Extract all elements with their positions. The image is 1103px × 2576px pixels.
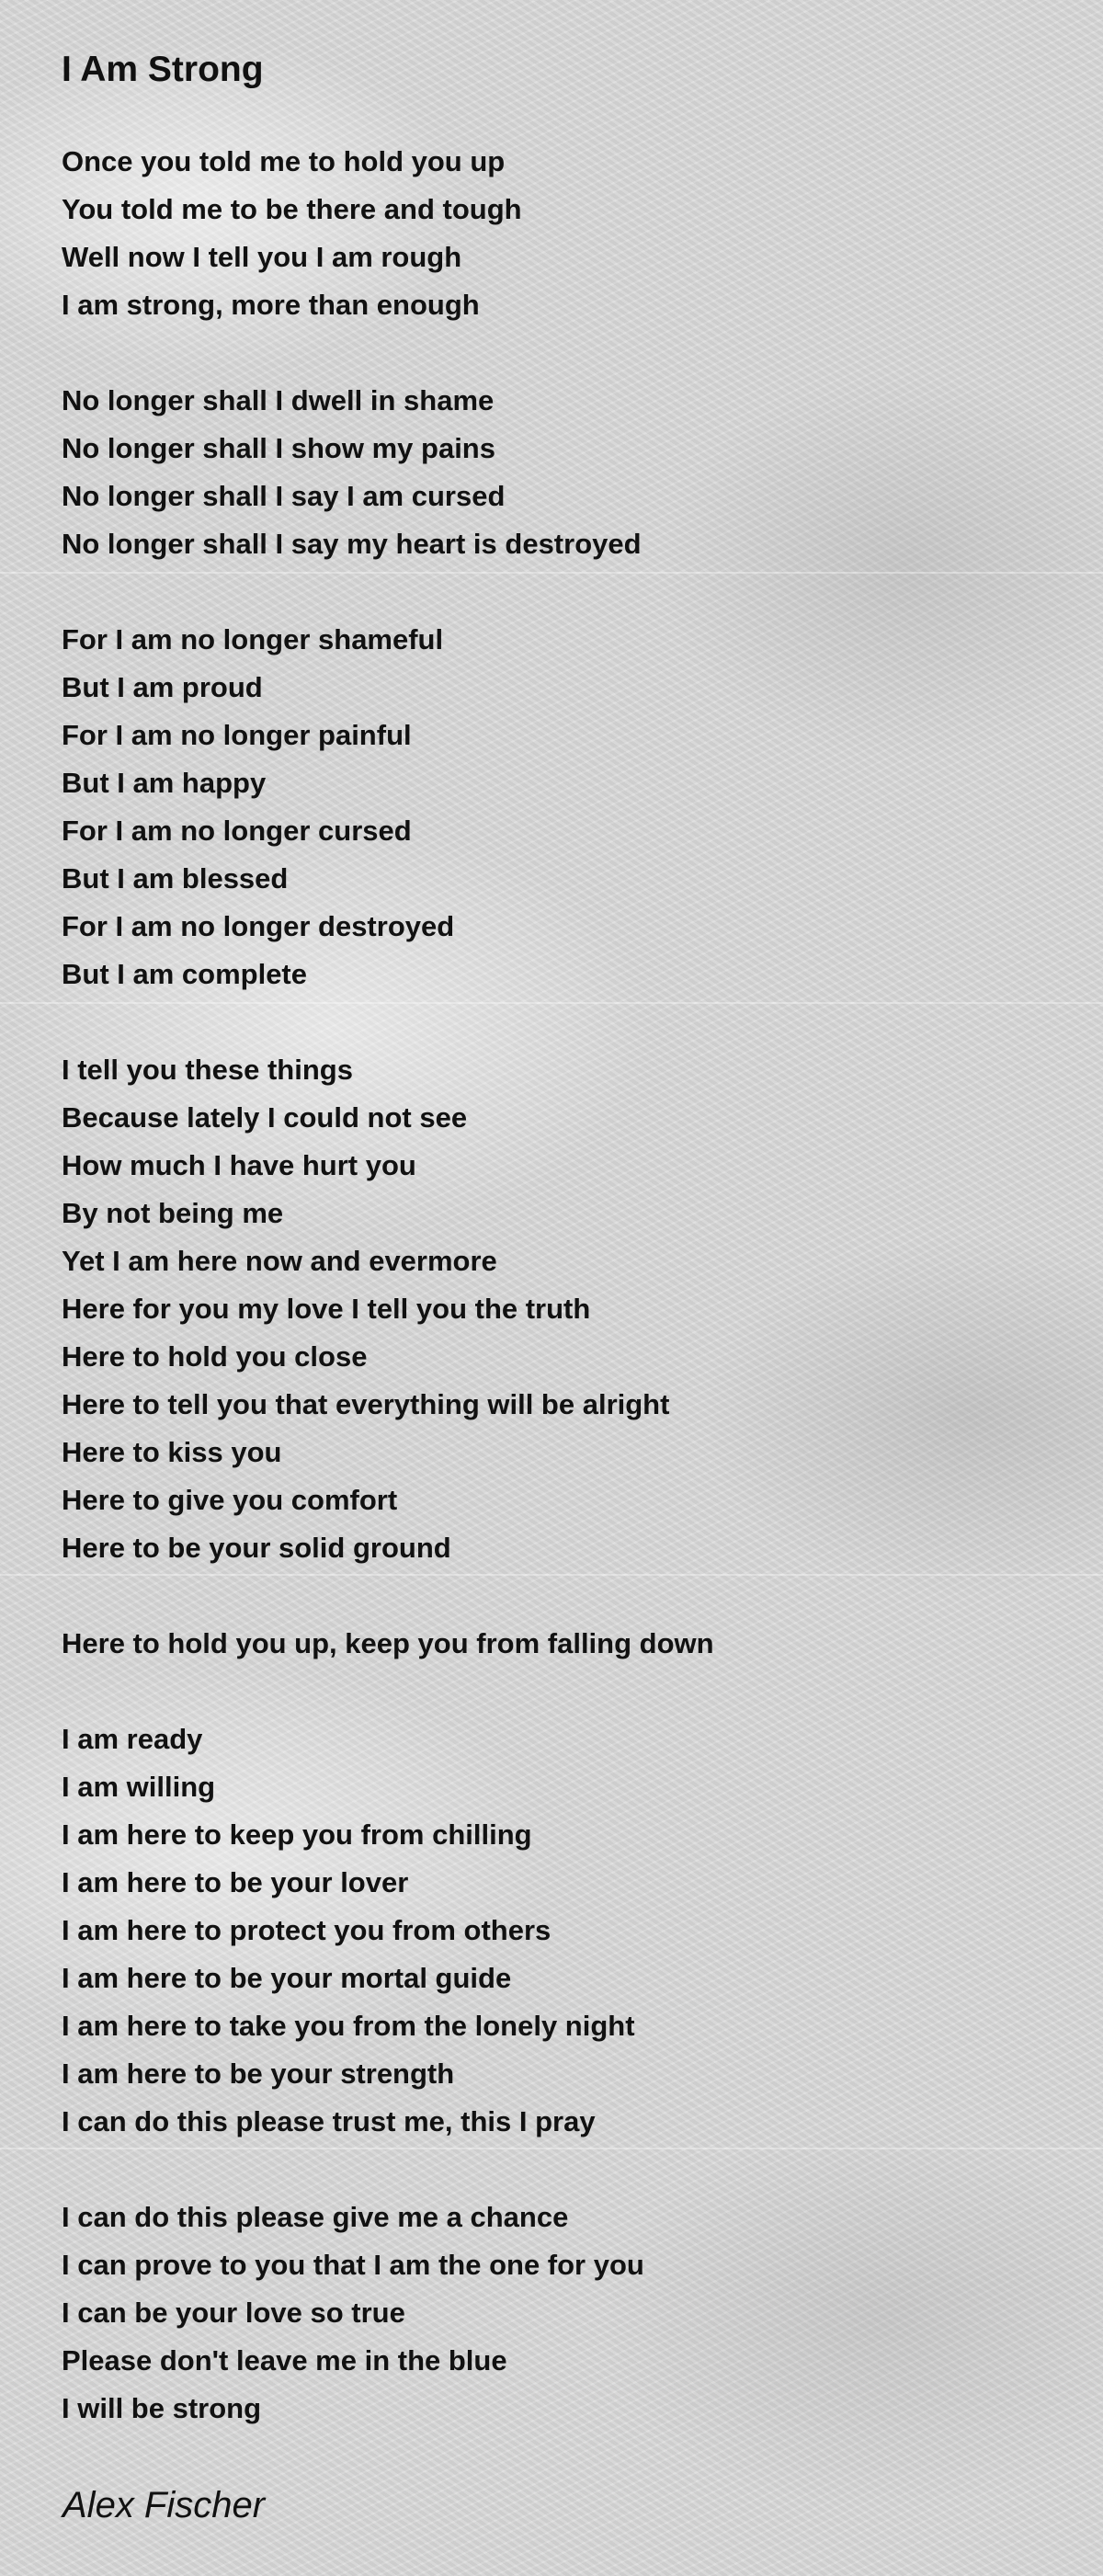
poem-line: Here for you my love I tell you the truth bbox=[62, 1293, 591, 1325]
poem-line: I can prove to you that I am the one for you bbox=[62, 2249, 644, 2281]
poem-line: No longer shall I say my heart is destroyed bbox=[62, 528, 642, 560]
poem-line: But I am proud bbox=[62, 671, 263, 703]
poem-line: Here to hold you close bbox=[62, 1340, 368, 1373]
poem-line: Here to be your solid ground bbox=[62, 1532, 451, 1564]
poem-line: I can be your love so true bbox=[62, 2297, 405, 2329]
poem-title: I Am Strong bbox=[62, 50, 264, 89]
poem-line: I tell you these things bbox=[62, 1054, 353, 1086]
stanza bbox=[62, 1046, 714, 1572]
poem-line: But I am complete bbox=[62, 958, 307, 990]
poem-line: For I am no longer destroyed bbox=[62, 910, 455, 942]
poem-line: I am here to protect you from others bbox=[62, 1914, 552, 1946]
poem-line: By not being me bbox=[62, 1197, 284, 1229]
poem-line: No longer shall I show my pains bbox=[62, 432, 495, 464]
stanza bbox=[62, 377, 714, 568]
poem-author: Alex Fischer bbox=[63, 2485, 266, 2525]
poem-line: I can do this please give me a chance bbox=[62, 2201, 569, 2233]
poem-line: I am here to keep you from chilling bbox=[62, 1818, 532, 1851]
poem-line: But I am happy bbox=[62, 767, 267, 799]
poem-line: But I am blessed bbox=[62, 862, 289, 895]
poem-line: How much I have hurt you bbox=[62, 1149, 416, 1181]
poem-line: Please don't leave me in the blue bbox=[62, 2344, 507, 2377]
poem-line: I am here to be your lover bbox=[62, 1866, 409, 1898]
poem-line: I am here to be your mortal guide bbox=[62, 1962, 512, 1994]
poem-line: Because lately I could not see bbox=[62, 1101, 468, 1134]
poem-line: For I am no longer shameful bbox=[62, 623, 444, 655]
poem-line: No longer shall I say I am cursed bbox=[62, 480, 506, 512]
poem-line: I am here to take you from the lonely night bbox=[62, 2010, 635, 2042]
poem-line: I am willing bbox=[62, 1771, 216, 1803]
poem-line: Here to tell you that everything will be alright bbox=[62, 1388, 670, 1420]
stanza bbox=[62, 616, 714, 998]
stanza bbox=[62, 138, 714, 329]
poem-line: Yet I am here now and evermore bbox=[62, 1245, 497, 1277]
poem-line: I am strong, more than enough bbox=[62, 289, 480, 321]
poem-line: You told me to be there and tough bbox=[62, 193, 522, 225]
poem-line: Here to kiss you bbox=[62, 1436, 282, 1468]
poem-line: Once you told me to hold you up bbox=[62, 145, 506, 177]
poem-line: I can do this please trust me, this I pray bbox=[62, 2105, 596, 2137]
poem-line: Here to give you comfort bbox=[62, 1484, 398, 1516]
stanza bbox=[62, 1715, 714, 2146]
poem-line: Well now I tell you I am rough bbox=[62, 241, 462, 273]
poem-line: I am here to be your strength bbox=[62, 2057, 455, 2090]
poem-line: I will be strong bbox=[62, 2392, 262, 2424]
poem-body bbox=[62, 138, 714, 2480]
stanza bbox=[62, 1620, 714, 1668]
poem-line: Here to hold you up, keep you from falling down bbox=[62, 1627, 714, 1659]
poem-line: I am ready bbox=[62, 1723, 203, 1755]
stanza bbox=[62, 2194, 714, 2433]
poem-line: For I am no longer cursed bbox=[62, 815, 412, 847]
poem-line: No longer shall I dwell in shame bbox=[62, 384, 495, 416]
poem-line: For I am no longer painful bbox=[62, 719, 412, 751]
